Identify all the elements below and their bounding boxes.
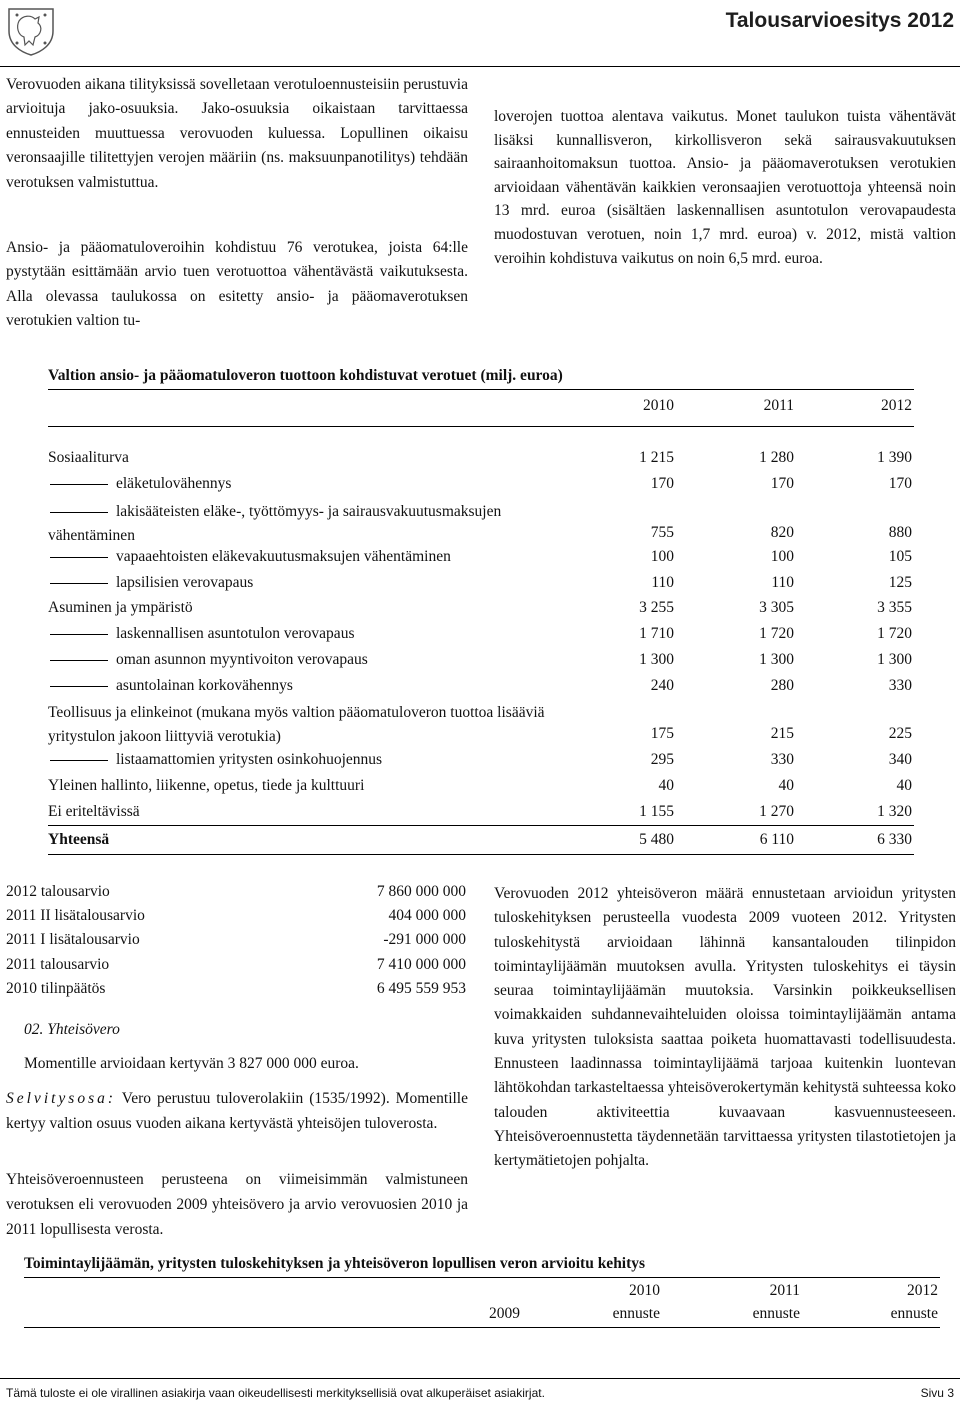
intro-paragraph-2: Ansio- ja pääomatuloveroihin kohdistuu 76 verotukea, joista 64:lle pystytään esittämään arvio tuen verotuottoa vähentävästä vaikutuksesta. Alla olevassa taulukossa on esitetty ansio- ja pääomaverotuksen verotukien valtion tu- — [6, 239, 468, 330]
table-cell: 3 355 — [877, 599, 912, 616]
budget-label: 2011 talousarvio — [6, 956, 110, 973]
selvitysosa-paragraph: Selvitysosa: Vero perustuu tuloverolakiin (1535/1992). Momentille kertyy valtion osuus vuoden aikana kertyvästä yhteisöjen tuloverosta. — [6, 1090, 468, 1132]
indent-dash — [50, 634, 108, 635]
table-cell: 3 305 — [759, 599, 794, 616]
table-cell: 175 — [650, 725, 674, 742]
table-cell: 1 390 — [877, 449, 912, 466]
corporate-tax-table-title: Toimintaylijäämän, yritysten tuloskehityksen ja yhteisöveron lopullisen veron arvioitu kehitys — [24, 1255, 646, 1272]
table-cell: 1 720 — [759, 625, 794, 642]
table-cell: 125 — [888, 574, 912, 591]
section-heading: 02. Yhteisövero — [24, 1021, 120, 1038]
budget-value: 6 495 559 953 — [376, 980, 466, 997]
budget-value: -291 000 000 — [383, 931, 466, 948]
table-row-label: Sosiaaliturva — [48, 449, 129, 466]
table-cell: 1 300 — [759, 651, 794, 668]
table-cell: 105 — [888, 548, 912, 565]
forecast-subheader: ennuste — [612, 1305, 660, 1322]
table-cell: 340 — [888, 751, 912, 768]
footer-divider — [0, 1378, 960, 1379]
table-cell: 280 — [770, 677, 794, 694]
indent-dash — [50, 557, 108, 558]
table-cell: 1 300 — [877, 651, 912, 668]
indent-dash — [50, 484, 108, 485]
table-cell: 40 — [658, 777, 674, 794]
table-row-label: asuntolainan korkovähennys — [48, 677, 293, 695]
page-number: Sivu 3 — [920, 1386, 954, 1400]
intro-paragraph-right: loverojen tuottoa alentava vaikutus. Monet taulukon tuista vähentävät lisäksi kunnallisveron, kirkollisveron sekä sairausvakuutuksen sairaanhoitomaksun tuottoa. Ansio- ja pääomaverotuksen verotukien arvioidaan vähentävän kaikkien veronsaajien verotuottoja yhteensä noin 13 mrd. euroa (sisältäen laskennallisen asuntotulon verovapaudesta muodostuvan verotuen, noin 1,7 mrd. euroa) v. 2012, mistä valtion veroihin kohdistuva vaikutus on noin 6,5 mrd. euroa. — [494, 108, 956, 267]
year-header-2009: 2009 — [489, 1305, 520, 1322]
footer-disclaimer: Tämä tuloste ei ole virallinen asiakirja vaan oikeudellisesti merkityksellisiä ovat alkuperäiset asiakirjat. — [6, 1386, 545, 1400]
total-cell: 5 480 — [639, 831, 674, 848]
tax-support-table-title: Valtion ansio- ja pääomatuloveron tuottoon kohdistuvat verotuet (milj. euroa) — [48, 367, 563, 384]
indent-dash — [50, 583, 108, 584]
budget-label: 2012 talousarvio — [6, 883, 110, 900]
table-cell: 330 — [770, 751, 794, 768]
total-bottom-rule — [48, 854, 914, 855]
budget-value: 7 860 000 000 — [376, 883, 466, 900]
table-cell: 1 270 — [759, 803, 794, 820]
forecast-basis-paragraph: Yhteisöveroennusteen perusteena on viimeisimmän valmistuneen verotuksen eli verovuoden 2009 yhteisövero ja arvio verovuosien 2010 ja 2011 lopullisesta verosta. — [6, 1171, 468, 1238]
year-header-2011: 2011 — [769, 1282, 800, 1299]
table2-top-rule — [24, 1277, 940, 1278]
document-title: Talousarvioesitys 2012 — [725, 9, 954, 32]
year-header-2011: 2011 — [763, 397, 794, 414]
year-header-2012: 2012 — [881, 397, 912, 414]
table-cell: 225 — [888, 725, 912, 742]
table-row-label: Yleinen hallinto, liikenne, opetus, tiede ja kulttuuri — [48, 777, 365, 794]
table-cell: 170 — [888, 475, 912, 492]
budget-label: 2010 tilinpäätös — [6, 980, 106, 997]
year-header-2012: 2012 — [907, 1282, 938, 1299]
table-cell: 40 — [896, 777, 912, 794]
table-cell: 820 — [770, 524, 794, 541]
indent-dash — [50, 686, 108, 687]
table-cell: 100 — [770, 548, 794, 565]
budget-value: 404 000 000 — [388, 907, 466, 924]
table-cell: 880 — [888, 524, 912, 541]
table-row-label: lakisääteisten eläke-, työttömyys- ja sairausvakuutusmaksujen vähentäminen — [48, 503, 502, 544]
forecast-method-paragraph: Verovuoden 2012 yhteisöveron määrä ennustetaan arvioidun yritysten tuloskehityksen perusteella vuodesta 2009 vuoteen 2012. Yritysten tuloskehitystä arvioidaan lähinnä kansantalouden tilinpidon toimintaylijäämän muutoksen avulla. Yritysten tuloskehitys ei täysin seuraa toimintaylijäämän muutoksia. Varsinkin poikkeuksellisen voimakkaiden suhdannevaihteluiden oloissa toimintaylijäämän antama kuva yritysten tuloksista saattaa poiketa huomattavasti todellisuudesta. Ennusteen laadinnassa toimintaylijäämä tarjoaa kuitenkin luontevan lähtökohdan tarkasteltaessa yhteisöverokertymän kehitystä suhteessa koko talouden aktiviteettia kuvaavaan kasvuennusteeseen. Yhteisöveroennustetta täydennetään tarvittaessa yritysten tilastotietojen ja kertymätietojen pohjalta. — [494, 885, 956, 1170]
header-divider — [0, 66, 960, 67]
table-row-label: lapsilisien verovapaus — [48, 574, 253, 592]
coat-of-arms-logo — [5, 5, 57, 57]
table-cell: 40 — [778, 777, 794, 794]
table-cell: 755 — [650, 524, 674, 541]
table-row-label: eläketulovähennys — [48, 475, 231, 493]
table-cell: 110 — [651, 574, 674, 591]
total-cell: 6 110 — [759, 831, 794, 848]
table-cell: 1 720 — [877, 625, 912, 642]
table-cell: 170 — [650, 475, 674, 492]
momentti-text: Momentille arvioidaan kertyvän 3 827 000 000 euroa. — [24, 1055, 359, 1072]
table-top-rule — [48, 389, 914, 390]
table-cell: 1 280 — [759, 449, 794, 466]
forecast-subheader: ennuste — [890, 1305, 938, 1322]
table-cell: 1 300 — [639, 651, 674, 668]
indent-dash — [50, 760, 108, 761]
budget-value: 7 410 000 000 — [376, 956, 466, 973]
table-cell: 215 — [770, 725, 794, 742]
table-row-label: laskennallisen asuntotulon verovapaus — [48, 625, 354, 643]
budget-label: 2011 I lisätalousarvio — [6, 931, 140, 948]
table-cell: 170 — [770, 475, 794, 492]
table-cell: 295 — [650, 751, 674, 768]
total-row-label: Yhteensä — [48, 831, 110, 848]
forecast-subheader: ennuste — [752, 1305, 800, 1322]
table-cell: 100 — [650, 548, 674, 565]
table-row-label: listaamattomien yritysten osinkohuojennus — [48, 751, 382, 769]
budget-label: 2011 II lisätalousarvio — [6, 907, 145, 924]
total-cell: 6 330 — [877, 831, 912, 848]
table-cell: 1 710 — [639, 625, 674, 642]
indent-dash — [50, 660, 108, 661]
table-cell: 240 — [650, 677, 674, 694]
table-row-label: oman asunnon myyntivoiton verovapaus — [48, 651, 368, 669]
year-header-2010: 2010 — [629, 1282, 660, 1299]
table-row-label: vapaaehtoisten eläkevakuutusmaksujen vähentäminen — [48, 548, 451, 566]
table-header-rule — [48, 426, 914, 427]
table-row-label: Teollisuus ja elinkeinot (mukana myös valtion pääomatuloveron tuottoa lisääviä yritystulon jakoon liittyviä verotukia) — [48, 704, 545, 745]
indent-dash — [50, 512, 108, 513]
table-cell: 1 155 — [639, 803, 674, 820]
table-cell: 110 — [771, 574, 794, 591]
selvitysosa-label: Selvitysosa: — [6, 1090, 117, 1107]
table2-header-rule — [24, 1327, 940, 1328]
table-row-label: Asuminen ja ympäristö — [48, 599, 193, 616]
table-cell: 1 320 — [877, 803, 912, 820]
table-cell: 1 215 — [639, 449, 674, 466]
table-row-label: Ei eriteltävissä — [48, 803, 140, 820]
total-top-rule — [48, 825, 914, 826]
year-header-2010: 2010 — [643, 397, 674, 414]
intro-paragraph-1: Verovuoden aikana tilityksissä sovelletaan verotuloennusteisiin perustuvia arvioituja jako-osuuksia. Jako-osuuksia oikaistaan tarvittaessa ennusteiden muuttuessa verovuoden kuluessa. Lopullinen oikaisu veronsaajille tilitettyjen verojen määriin (ns. maksuunpanotilitys) tehdään verotuksen valmistuttua. — [6, 76, 468, 191]
table-cell: 3 255 — [639, 599, 674, 616]
table-cell: 330 — [888, 677, 912, 694]
